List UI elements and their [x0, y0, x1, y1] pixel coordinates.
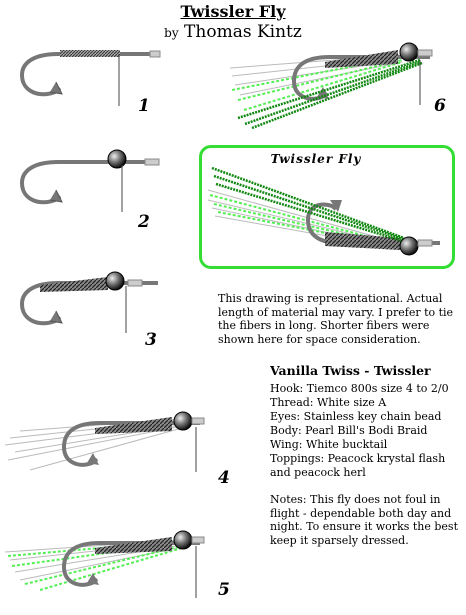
step-3-body: [22, 272, 158, 333]
step-number-3: 3: [145, 330, 157, 350]
step-number-1: 1: [138, 96, 150, 116]
recipe-body: Body: Pearl Bill's Bodi Braid: [270, 424, 428, 437]
step-number-4: 4: [218, 468, 230, 488]
representational-note: This drawing is representational. Actual length of material may vary. I prefer to tie the fibers in long. Shorter fibers were shown here for space consideration.: [218, 292, 454, 346]
step-number-6: 6: [434, 96, 446, 116]
author-name: Thomas Kintz: [184, 22, 302, 42]
recipe-toppings-cont: and peacock herl: [270, 466, 366, 479]
fly-notes: Notes: This fly does not foul in flight - dependable both day and night. To ensure it works the best keep it sparsely dressed.: [270, 493, 458, 547]
step-number-5: 5: [218, 580, 230, 600]
recipe-hook: Hook: Tiemco 800s size 4 to 2/0: [270, 382, 449, 395]
recipe-thread: Thread: White size A: [270, 396, 387, 409]
recipe-eyes: Eyes: Stainless key chain bead: [270, 410, 442, 423]
byline-by: by: [164, 26, 179, 40]
final-fly: [208, 168, 440, 255]
recipe-title: Vanilla Twiss - Twissler: [270, 363, 431, 378]
step-number-2: 2: [138, 212, 150, 232]
step-4-wing: [5, 412, 204, 472]
step-2-hook-with-eye: [22, 150, 159, 212]
recipe-toppings: Toppings: Peacock krystal flash: [270, 452, 446, 465]
page-title: Twissler Fly: [180, 2, 286, 21]
step-5-flash: [5, 531, 204, 598]
step-6-herl: [230, 43, 432, 128]
final-fly-title: Twissler Fly: [270, 152, 362, 166]
recipe-wing: Wing: White bucktail: [270, 438, 388, 451]
